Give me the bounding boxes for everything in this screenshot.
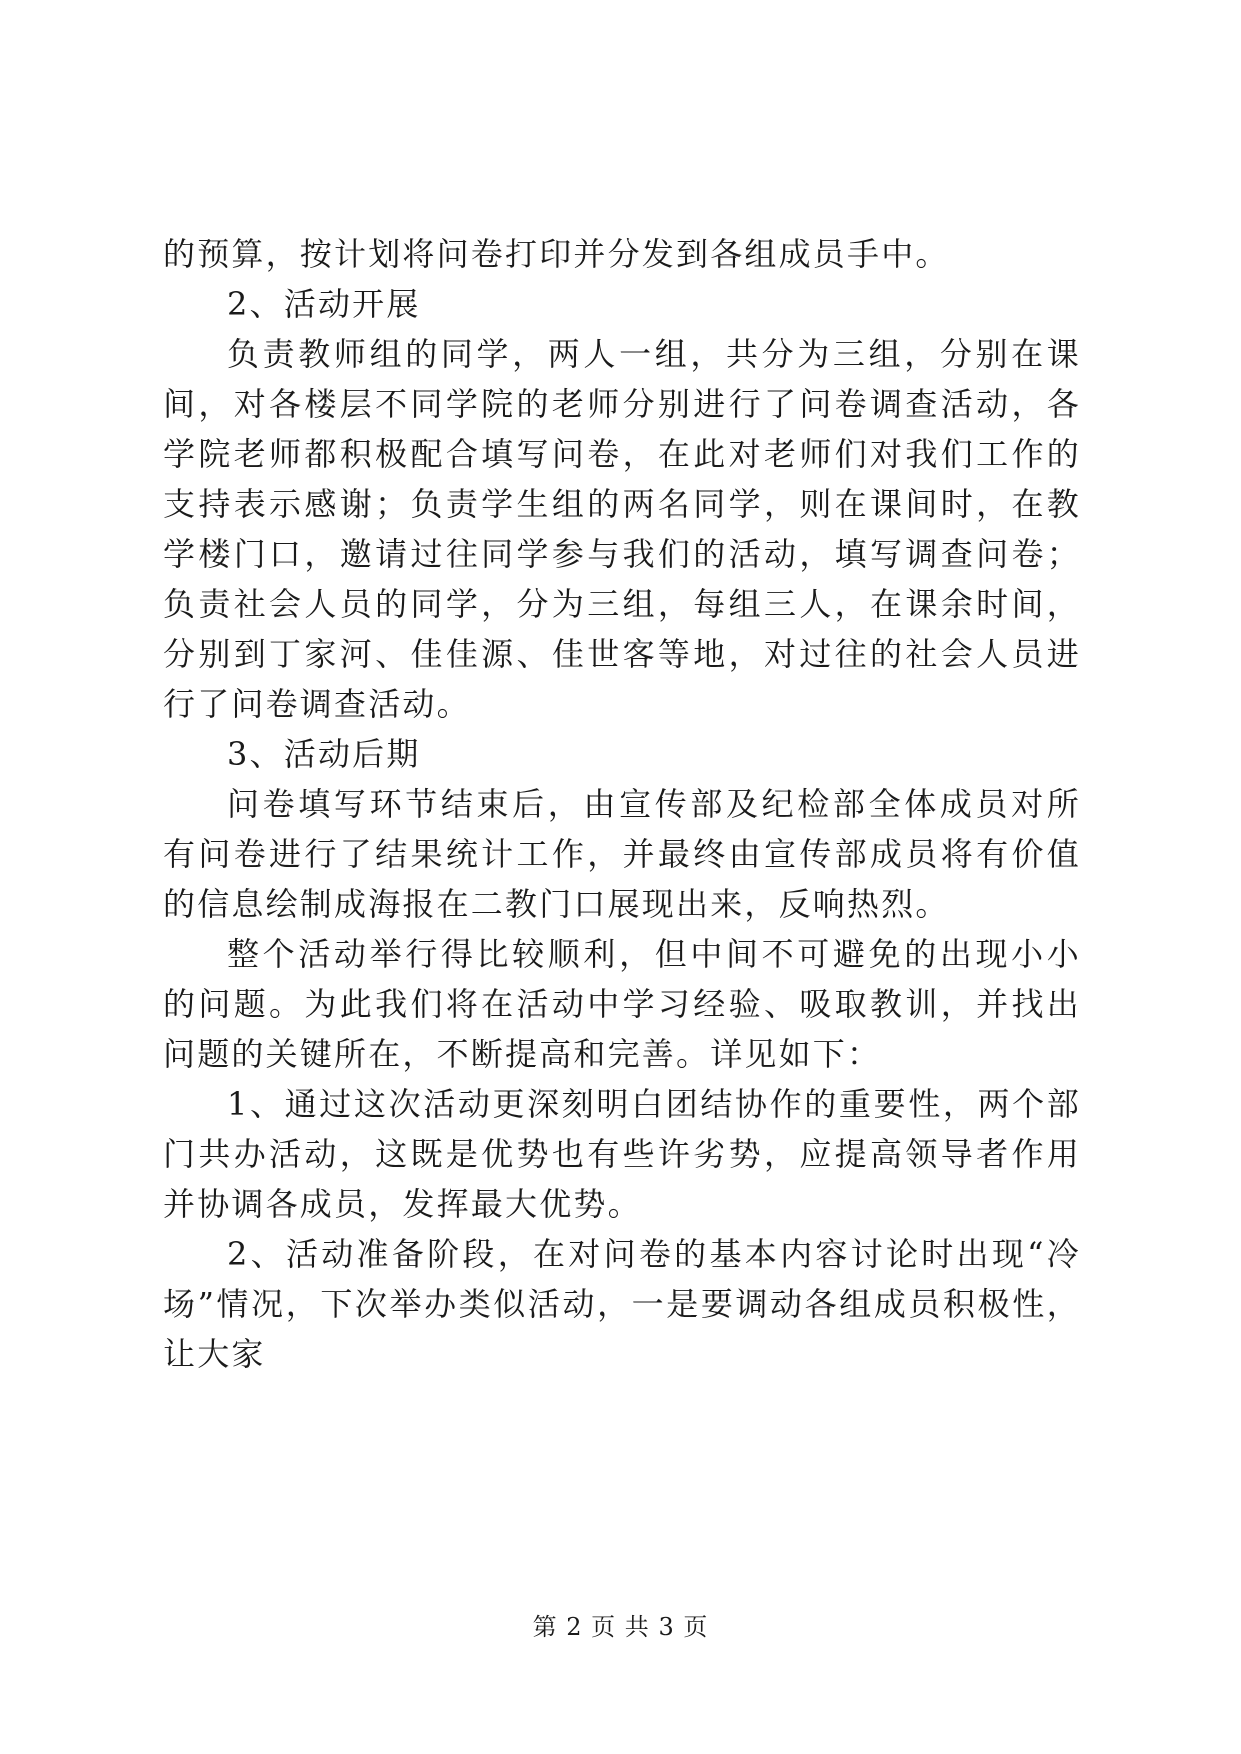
paragraph-2-heading: 2、活动开展	[227, 285, 421, 323]
document-body	[163, 229, 1081, 1379]
paragraph-7: 1、通过这次活动更深刻明白团结协作的重要性，两个部门共办活动，这既是优势也有些许劣势，应提高领导者作用并协调各成员，发挥最大优势。	[163, 1085, 1081, 1223]
paragraph-1: 的预算，按计划将问卷打印并分发到各组成员手中。	[163, 235, 950, 273]
paragraph-8: 2、活动准备阶段，在对问卷的基本内容讨论时出现“冷场”情况，下次举办类似活动，一是要调动各组成员积极性，让大家	[163, 1235, 1081, 1373]
paragraph-4-heading: 3、活动后期	[227, 735, 421, 773]
paragraph-5: 问卷填写环节结束后，由宣传部及纪检部全体成员对所有问卷进行了结果统计工作，并最终由宣传部成员将有价值的信息绘制成海报在二教门口展现出来，反响热烈。	[163, 785, 1081, 923]
page-number-footer: 第 2 页 共 3 页	[532, 1613, 709, 1641]
paragraph-6: 整个活动举行得比较顺利，但中间不可避免的出现小小的问题。为此我们将在活动中学习经验、吸取教训，并找出问题的关键所在，不断提高和完善。详见如下：	[163, 935, 1081, 1073]
paragraph-3: 负责教师组的同学，两人一组，共分为三组，分别在课间，对各楼层不同学院的老师分别进行了问卷调查活动，各学院老师都积极配合填写问卷，在此对老师们对我们工作的支持表示感谢；负责学生组的两名同学，则在课间时，在教学楼门口，邀请过往同学参与我们的活动，填写调查问卷；负责社会人员的同学，分为三组，每组三人，在课余时间，分别到丁家河、佳佳源、佳世客等地，对过往的社会人员进行了问卷调查活动。	[163, 335, 1081, 723]
